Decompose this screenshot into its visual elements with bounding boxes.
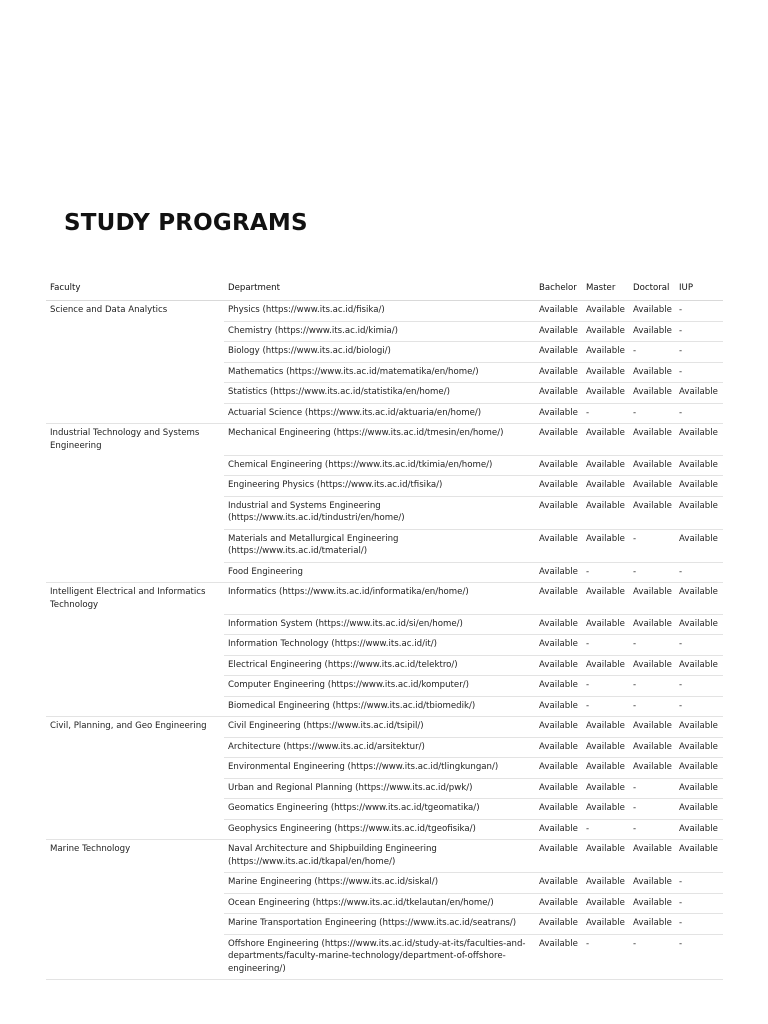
master-cell: - <box>582 635 629 656</box>
table-row <box>46 819 723 840</box>
faculty-cell: Industrial Technology and Systems Engineering <box>50 428 200 451</box>
table-body <box>46 301 723 980</box>
doctoral-cell: Available <box>629 321 675 342</box>
department-cell: Marine Transportation Engineering (https://www.its.ac.id/seatrans/) <box>224 914 535 935</box>
doctoral-cell: Available <box>629 583 675 615</box>
faculty-cell: Intelligent Electrical and Informatics Technology <box>50 587 206 610</box>
bachelor-cell: Available <box>535 655 582 676</box>
doctoral-cell: Available <box>629 655 675 676</box>
bachelor-cell: Available <box>535 758 582 779</box>
bachelor-cell: Available <box>535 799 582 820</box>
faculty-cell-empty <box>46 914 224 935</box>
bachelor-cell: Available <box>535 583 582 615</box>
department-cell: Marine Engineering (https://www.its.ac.id/siskal/) <box>224 873 535 894</box>
faculty-cell-empty <box>46 778 224 799</box>
doctoral-cell: - <box>629 676 675 697</box>
department-cell: Mathematics (https://www.its.ac.id/matematika/en/home/) <box>224 362 535 383</box>
master-cell: Available <box>582 717 629 738</box>
iup-cell: Available <box>675 614 723 635</box>
master-cell: - <box>582 819 629 840</box>
department-cell: Informatics (https://www.its.ac.id/informatika/en/home/) <box>224 583 535 615</box>
table-row <box>46 914 723 935</box>
iup-cell: Available <box>675 476 723 497</box>
department-cell: Chemical Engineering (https://www.its.ac.id/tkimia/en/home/) <box>224 455 535 476</box>
doctoral-cell: Available <box>629 614 675 635</box>
table-row <box>46 840 723 873</box>
iup-cell: - <box>675 934 723 980</box>
master-cell: Available <box>582 778 629 799</box>
doctoral-cell: Available <box>629 873 675 894</box>
table-row <box>46 529 723 562</box>
bachelor-cell: Available <box>535 635 582 656</box>
table-row <box>46 717 723 738</box>
table-row <box>46 778 723 799</box>
faculty-cell-empty <box>46 403 224 424</box>
iup-cell: Available <box>675 455 723 476</box>
bachelor-cell: Available <box>535 934 582 980</box>
department-cell: Materials and Metallurgical Engineering (https://www.its.ac.id/tmaterial/) <box>224 529 535 562</box>
iup-cell: - <box>675 893 723 914</box>
iup-cell: Available <box>675 424 723 456</box>
bachelor-cell: Available <box>535 696 582 717</box>
department-cell: Naval Architecture and Shipbuilding Engineering (https://www.its.ac.id/tkapal/en/home/) <box>224 840 535 873</box>
department-cell: Mechanical Engineering (https://www.its.ac.id/tmesin/en/home/) <box>224 424 535 456</box>
master-cell: Available <box>582 424 629 456</box>
doctoral-cell: - <box>629 342 675 363</box>
table-row <box>46 403 723 424</box>
doctoral-cell: Available <box>629 301 675 322</box>
bachelor-cell: Available <box>535 455 582 476</box>
department-cell: Actuarial Science (https://www.its.ac.id/aktuaria/en/home/) <box>224 403 535 424</box>
doctoral-cell: - <box>629 529 675 562</box>
bachelor-cell: Available <box>535 321 582 342</box>
faculty-cell-empty <box>46 873 224 894</box>
department-cell: Information System (https://www.its.ac.id/si/en/home/) <box>224 614 535 635</box>
iup-cell: Available <box>675 496 723 529</box>
faculty-cell-empty <box>46 342 224 363</box>
header-department: Department <box>224 279 535 301</box>
header-row <box>46 279 723 301</box>
iup-cell: - <box>675 321 723 342</box>
iup-cell: - <box>675 301 723 322</box>
faculty-cell-empty <box>46 562 224 583</box>
iup-cell: Available <box>675 655 723 676</box>
department-cell: Architecture (https://www.its.ac.id/arsitektur/) <box>224 737 535 758</box>
table-header <box>46 279 723 301</box>
header-faculty: Faculty <box>46 279 224 301</box>
master-cell: Available <box>582 583 629 615</box>
master-cell: Available <box>582 321 629 342</box>
master-cell: Available <box>582 655 629 676</box>
doctoral-cell: - <box>629 934 675 980</box>
master-cell: Available <box>582 383 629 404</box>
bachelor-cell: Available <box>535 301 582 322</box>
bachelor-cell: Available <box>535 778 582 799</box>
department-cell: Industrial and Systems Engineering (https://www.its.ac.id/tindustri/en/home/) <box>224 496 535 529</box>
doctoral-cell: Available <box>629 476 675 497</box>
bachelor-cell: Available <box>535 819 582 840</box>
faculty-cell-empty <box>46 819 224 840</box>
doctoral-cell: - <box>629 819 675 840</box>
doctoral-cell: - <box>629 778 675 799</box>
faculty-cell-empty <box>46 455 224 476</box>
master-cell: Available <box>582 758 629 779</box>
doctoral-cell: Available <box>629 424 675 456</box>
doctoral-cell: Available <box>629 362 675 383</box>
iup-cell: Available <box>675 529 723 562</box>
study-programs-table <box>46 279 723 980</box>
bachelor-cell: Available <box>535 424 582 456</box>
bachelor-cell: Available <box>535 362 582 383</box>
iup-cell: Available <box>675 717 723 738</box>
table-row <box>46 737 723 758</box>
header-iup: IUP <box>675 279 723 301</box>
department-cell: Civil Engineering (https://www.its.ac.id/tsipil/) <box>224 717 535 738</box>
header-doctoral: Doctoral <box>629 279 675 301</box>
faculty-cell-empty <box>46 934 224 980</box>
page-title: STUDY PROGRAMS <box>64 210 308 236</box>
doctoral-cell: Available <box>629 893 675 914</box>
master-cell: Available <box>582 914 629 935</box>
bachelor-cell: Available <box>535 914 582 935</box>
bachelor-cell: Available <box>535 614 582 635</box>
iup-cell: - <box>675 873 723 894</box>
table-row <box>46 424 723 456</box>
bachelor-cell: Available <box>535 476 582 497</box>
table-row <box>46 758 723 779</box>
master-cell: Available <box>582 301 629 322</box>
bachelor-cell: Available <box>535 342 582 363</box>
iup-cell: Available <box>675 840 723 873</box>
iup-cell: - <box>675 342 723 363</box>
faculty-cell-empty <box>46 655 224 676</box>
faculty-cell-empty <box>46 696 224 717</box>
department-cell: Urban and Regional Planning (https://www.its.ac.id/pwk/) <box>224 778 535 799</box>
department-cell: Offshore Engineering (https://www.its.ac.id/study-at-its/faculties-and-departments/faculty-marine-technology/department-of-offshore-engineering/) <box>224 934 535 980</box>
master-cell: Available <box>582 873 629 894</box>
master-cell: Available <box>582 799 629 820</box>
department-cell: Information Technology (https://www.its.ac.id/it/) <box>224 635 535 656</box>
master-cell: - <box>582 676 629 697</box>
master-cell: Available <box>582 362 629 383</box>
department-cell: Computer Engineering (https://www.its.ac.id/komputer/) <box>224 676 535 697</box>
iup-cell: Available <box>675 819 723 840</box>
doctoral-cell: Available <box>629 758 675 779</box>
department-cell: Physics (https://www.its.ac.id/fisika/) <box>224 301 535 322</box>
faculty-cell-empty <box>46 321 224 342</box>
table-row <box>46 696 723 717</box>
master-cell: - <box>582 934 629 980</box>
table-row <box>46 342 723 363</box>
iup-cell: - <box>675 562 723 583</box>
doctoral-cell: Available <box>629 496 675 529</box>
bachelor-cell: Available <box>535 562 582 583</box>
faculty-cell: Marine Technology <box>50 844 131 854</box>
header-master: Master <box>582 279 629 301</box>
department-cell: Electrical Engineering (https://www.its.ac.id/telektro/) <box>224 655 535 676</box>
faculty-cell-empty <box>46 614 224 635</box>
iup-cell: Available <box>675 583 723 615</box>
bachelor-cell: Available <box>535 893 582 914</box>
faculty-cell: Civil, Planning, and Geo Engineering <box>50 721 207 731</box>
table-row <box>46 383 723 404</box>
faculty-cell-empty <box>46 362 224 383</box>
doctoral-cell: Available <box>629 737 675 758</box>
iup-cell: - <box>675 676 723 697</box>
doctoral-cell: - <box>629 799 675 820</box>
master-cell: Available <box>582 840 629 873</box>
faculty-cell-empty <box>46 737 224 758</box>
bachelor-cell: Available <box>535 717 582 738</box>
department-cell: Ocean Engineering (https://www.its.ac.id/tkelautan/en/home/) <box>224 893 535 914</box>
table-row <box>46 321 723 342</box>
department-cell: Environmental Engineering (https://www.its.ac.id/tlingkungan/) <box>224 758 535 779</box>
department-cell: Food Engineering <box>224 562 535 583</box>
iup-cell: - <box>675 362 723 383</box>
faculty-cell-empty <box>46 529 224 562</box>
table-row <box>46 893 723 914</box>
master-cell: - <box>582 562 629 583</box>
faculty-cell-empty <box>46 496 224 529</box>
iup-cell: - <box>675 696 723 717</box>
iup-cell: - <box>675 635 723 656</box>
bachelor-cell: Available <box>535 496 582 529</box>
master-cell: Available <box>582 496 629 529</box>
iup-cell: Available <box>675 383 723 404</box>
faculty-cell: Science and Data Analytics <box>50 305 168 315</box>
iup-cell: Available <box>675 737 723 758</box>
table-row <box>46 676 723 697</box>
master-cell: Available <box>582 614 629 635</box>
bachelor-cell: Available <box>535 840 582 873</box>
department-cell: Geomatics Engineering (https://www.its.ac.id/tgeomatika/) <box>224 799 535 820</box>
doctoral-cell: Available <box>629 455 675 476</box>
table-row <box>46 799 723 820</box>
table-row <box>46 583 723 615</box>
iup-cell: - <box>675 914 723 935</box>
faculty-cell-empty <box>46 676 224 697</box>
iup-cell: Available <box>675 799 723 820</box>
iup-cell: Available <box>675 778 723 799</box>
table-row <box>46 362 723 383</box>
bachelor-cell: Available <box>535 873 582 894</box>
master-cell: Available <box>582 342 629 363</box>
department-cell: Biomedical Engineering (https://www.its.ac.id/tbiomedik/) <box>224 696 535 717</box>
master-cell: Available <box>582 476 629 497</box>
doctoral-cell: - <box>629 562 675 583</box>
table-row <box>46 301 723 322</box>
department-cell: Statistics (https://www.its.ac.id/statistika/en/home/) <box>224 383 535 404</box>
table-row <box>46 496 723 529</box>
doctoral-cell: Available <box>629 840 675 873</box>
table-row <box>46 635 723 656</box>
doctoral-cell: - <box>629 403 675 424</box>
department-cell: Engineering Physics (https://www.its.ac.id/tfisika/) <box>224 476 535 497</box>
faculty-cell-empty <box>46 758 224 779</box>
table-row <box>46 873 723 894</box>
doctoral-cell: - <box>629 696 675 717</box>
master-cell: Available <box>582 455 629 476</box>
master-cell: - <box>582 696 629 717</box>
faculty-cell-empty <box>46 893 224 914</box>
doctoral-cell: Available <box>629 383 675 404</box>
bachelor-cell: Available <box>535 737 582 758</box>
table-row <box>46 934 723 980</box>
table-row <box>46 655 723 676</box>
table-row <box>46 614 723 635</box>
master-cell: Available <box>582 529 629 562</box>
table-row <box>46 476 723 497</box>
department-cell: Chemistry (https://www.its.ac.id/kimia/) <box>224 321 535 342</box>
master-cell: Available <box>582 893 629 914</box>
header-bachelor: Bachelor <box>535 279 582 301</box>
master-cell: - <box>582 403 629 424</box>
doctoral-cell: Available <box>629 717 675 738</box>
bachelor-cell: Available <box>535 403 582 424</box>
faculty-cell-empty <box>46 476 224 497</box>
table-row <box>46 455 723 476</box>
faculty-cell-empty <box>46 799 224 820</box>
faculty-cell-empty <box>46 383 224 404</box>
table-row <box>46 562 723 583</box>
department-cell: Biology (https://www.its.ac.id/biologi/) <box>224 342 535 363</box>
faculty-cell-empty <box>46 635 224 656</box>
doctoral-cell: - <box>629 635 675 656</box>
doctoral-cell: Available <box>629 914 675 935</box>
bachelor-cell: Available <box>535 383 582 404</box>
iup-cell: - <box>675 403 723 424</box>
bachelor-cell: Available <box>535 676 582 697</box>
bachelor-cell: Available <box>535 529 582 562</box>
master-cell: Available <box>582 737 629 758</box>
department-cell: Geophysics Engineering (https://www.its.ac.id/tgeofisika/) <box>224 819 535 840</box>
iup-cell: Available <box>675 758 723 779</box>
